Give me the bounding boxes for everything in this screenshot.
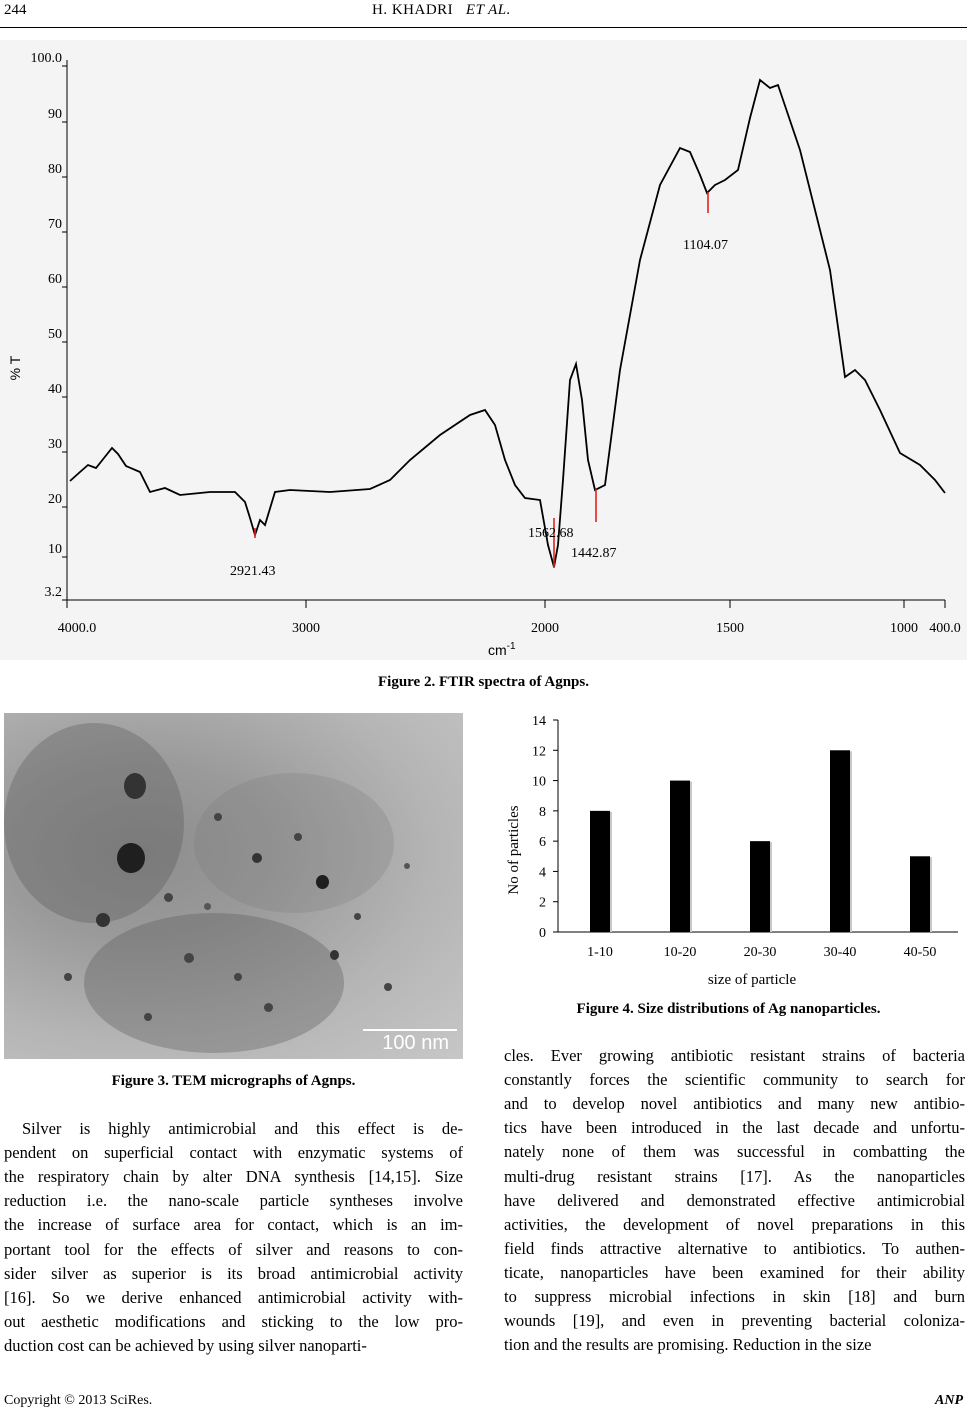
text-line: Silver is highly antimicrobial and this effect is de- [22,1119,463,1138]
ftir-y-tick-label: 20 [48,492,62,507]
hist-bar [670,781,690,932]
ftir-x-tick-label: 1000 [890,621,918,636]
ftir-peak-label: 2921.43 [230,564,276,579]
ftir-peak-label: 1104.07 [683,238,728,253]
hist-bars [590,750,932,932]
ftir-chart [0,40,967,660]
hist-x-tick-label: 1-10 [587,945,613,960]
ftir-peak-label: 1562.68 [528,526,574,541]
size-distribution-chart [490,710,960,1000]
hist-bar [910,856,930,932]
text-line: sider silver as superior is its broad antimicrobial activity [4,1263,463,1283]
text-line: and to develop novel antibiotics and many new antibio- [504,1094,965,1114]
text-line: have delivered and demonstrated effective antimicrobial [504,1190,965,1210]
scale-bar [363,1029,457,1031]
text-line: constantly forces the scientific community to search for [504,1070,965,1090]
ftir-x-tick-label: 4000.0 [57,621,97,636]
text-line: out aesthetic modifications and sticking to the low pro- [4,1311,463,1331]
hist-bar [830,750,850,932]
text-line: duction cost can be achieved by using silver nanoparti- [4,1335,367,1355]
text-line: wounds [19], and even in preventing bacterial coloniza- [504,1311,965,1331]
figure-3-caption: Figure 3. TEM micrographs of Agnps. [111,1073,356,1089]
ftir-peak-label: 1442.87 [571,546,617,561]
text-line: the increase of surface area for contact, which is an im- [4,1215,463,1235]
ftir-y-axis-title: % T [7,355,23,381]
hist-y-tick-label: 8 [539,804,546,820]
header-rule [0,27,967,28]
hist-y-tick-label: 12 [532,744,546,760]
hist-y-tick-label: 10 [532,774,546,790]
ftir-y-tick-label: 90 [48,107,62,122]
text-line: activities, the development of novel preparations in this [504,1214,965,1234]
hist-y-tick-label: 0 [539,926,546,941]
header-et-al: ET AL. [465,2,511,18]
ftir-y-tick-label: 30 [48,437,62,452]
hist-x-tick-label: 30-40 [823,945,857,960]
hist-y-axis-title: No of particles [506,805,522,895]
text-line: multi-drug resistant strains [17]. As the nanoparticles [504,1166,965,1186]
page-number: 244 [4,2,27,18]
ftir-y-tick-label: 50 [48,327,62,342]
hist-x-tick-label: 40-50 [903,945,937,960]
tem-micrograph [4,713,463,1059]
text-line: field finds attractive alternative to antibiotics. To authen- [504,1238,965,1258]
ftir-x-tick-label: 2000 [531,621,559,636]
text-line: ticate, nanoparticles have been examined for their ability [504,1262,965,1282]
hist-x-tick-label: 20-30 [743,945,777,960]
text-line: pendent on superficial contact with enzymatic systems of [4,1143,463,1163]
ftir-y-tick-label: 80 [48,162,62,177]
text-line: tics have been introduced in the last decade and unfortu- [504,1118,965,1138]
ftir-y-tick-label: 60 [48,272,62,287]
text-line: portant tool for the effects of silver and reasons to con- [4,1239,463,1259]
text-line: [16]. So we derive enhanced antimicrobial activity with- [4,1287,463,1307]
hist-bar [750,841,770,932]
text-line: cles. Ever growing antibiotic resistant strains of bacteria [504,1046,965,1065]
text-line: tion and the results are promising. Reduction in the size [504,1335,872,1355]
footer-copyright: Copyright © 2013 SciRes. [4,1393,153,1408]
ftir-background [0,40,967,660]
hist-y-tick-label: 2 [539,895,546,911]
hist-y-tick-label: 4 [539,865,546,881]
header-authors: H. KHADRI [372,2,454,18]
hist-y-tick-label: 14 [532,714,546,729]
text-line: nately none of them was successful in combatting the [504,1142,965,1162]
ftir-x-axis-title: $cm^{-1}$ [488,641,516,658]
figure-4-caption: Figure 4. Size distributions of Ag nanoparticles. [576,1001,881,1017]
ftir-x-tick-label: 1500 [716,621,744,636]
ftir-y-tick-label: 40 [48,382,62,397]
figure-2-caption: Figure 2. FTIR spectra of Agnps. [378,674,589,690]
ftir-y-tick-label: 10 [48,542,62,557]
hist-x-axis-title: size of particle [707,972,797,988]
ftir-x-tick-label: 3000 [292,621,320,636]
footer-journal: ANP [935,1393,963,1408]
text-line: to suppress microbial infections in skin [18] and burn [504,1287,965,1306]
text-line: the respiratory chain by alter DNA synthesis [14,15]. Size [4,1167,463,1187]
ftir-y-tick-label: 70 [48,217,62,232]
running-header [372,2,511,19]
hist-bar [590,811,610,932]
scale-bar-label: 100 nm [382,1032,449,1054]
text-line: reduction i.e. the nano-scale particle syntheses involve [4,1191,463,1211]
ftir-y-tick-label: 3.2 [44,585,62,600]
hist-x-tick-label: 10-20 [663,945,697,960]
ftir-x-tick-label: 400.0 [929,621,961,636]
hist-y-tick-label: 6 [539,835,546,851]
ftir-y-tick-label: 100.0 [30,51,62,66]
